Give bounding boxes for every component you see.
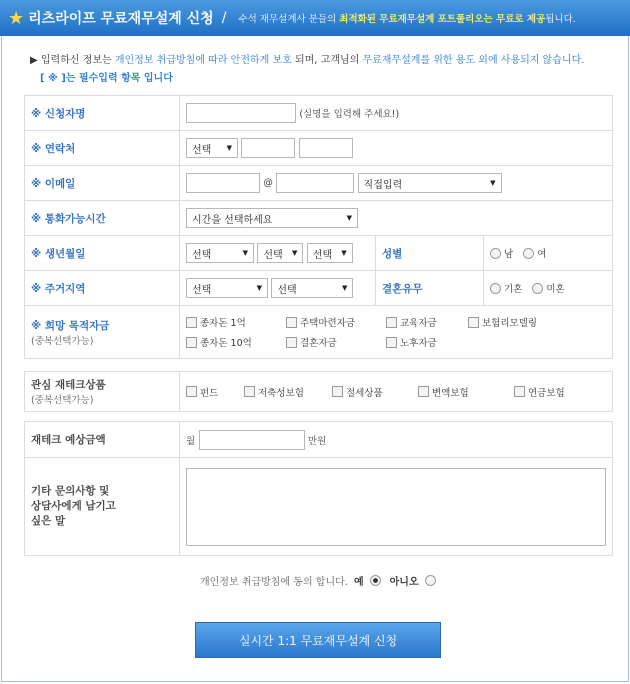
goal-option-label: 종자돈 1억: [200, 318, 246, 329]
single-radio[interactable]: [532, 283, 543, 294]
interest-option-label: 저축성보험: [258, 387, 304, 399]
etc-label-line1: 기타 문의사항 및: [31, 485, 110, 497]
interest-option-label: 연금보험: [528, 387, 565, 399]
agree-yes-radio[interactable]: [370, 575, 381, 586]
goal-option-label: 보험리모델링: [482, 318, 538, 329]
goal-option[interactable]: [286, 335, 386, 349]
birth-day-select[interactable]: [307, 243, 353, 263]
etc-cell: [180, 458, 613, 556]
extra-table: [24, 421, 613, 556]
married-label: 기혼: [504, 284, 523, 295]
goal-label-cell: [25, 306, 180, 359]
interest-label-cell: [25, 372, 180, 412]
agree-no-label: 아니오: [389, 577, 419, 588]
applicant-form: [24, 95, 613, 359]
row-region: [25, 271, 613, 306]
email-cell: [180, 166, 613, 201]
chevron-down-icon: ▼: [226, 144, 232, 152]
amount-label: 재테크 예상금액: [25, 422, 180, 458]
goal-option[interactable]: [186, 335, 286, 349]
row-birth: [25, 236, 613, 271]
phone-cell: [180, 131, 613, 166]
amount-suffix: 만원: [307, 435, 327, 447]
chevron-down-icon: ▼: [242, 249, 248, 257]
row-email: [25, 166, 613, 201]
goal-label: ※ 희망 목적자금: [31, 319, 110, 332]
checkbox[interactable]: [468, 317, 479, 328]
goal-option[interactable]: [286, 315, 386, 329]
checkbox[interactable]: [186, 317, 197, 328]
row-phone: [25, 131, 613, 166]
phone-prefix-select[interactable]: [186, 138, 238, 158]
checkbox[interactable]: [186, 386, 197, 397]
row-time: [25, 201, 613, 236]
privacy-notice: [30, 52, 584, 88]
name-label: ※ 신청자명: [25, 96, 180, 131]
agree-text: 개인정보 취급방침에 동의 합니다.: [200, 577, 348, 588]
amount-input[interactable]: [199, 430, 305, 450]
row-amount: [25, 422, 613, 458]
privacy-agree: [200, 573, 439, 588]
region-city-value: 선택: [192, 284, 212, 296]
gender-cell: [484, 236, 613, 271]
gender-male-radio[interactable]: [490, 248, 501, 259]
single-label: 미혼: [546, 284, 565, 295]
marriage-label: 결혼유무: [376, 271, 484, 306]
interest-option[interactable]: [186, 385, 244, 399]
email-domain-value: 직접입력: [363, 179, 403, 191]
goal-option-label: 종자돈 10억: [200, 338, 252, 349]
gender-male-label: 남: [504, 249, 514, 260]
birth-year-select[interactable]: [186, 243, 254, 263]
page-header: [0, 0, 630, 36]
row-interest: [25, 372, 613, 412]
birth-month-select[interactable]: [257, 243, 303, 263]
goal-option-label: 교육자금: [400, 318, 437, 329]
checkbox[interactable]: [286, 317, 297, 328]
goal-note: (중복선택가능): [31, 335, 94, 347]
phone-mid-input[interactable]: [241, 138, 295, 158]
interest-cell: [180, 372, 613, 412]
interest-table: [24, 371, 613, 412]
chevron-down-icon: ▼: [346, 214, 352, 222]
gender-female-label: 여: [537, 249, 547, 260]
checkbox[interactable]: [332, 386, 343, 397]
time-cell: [180, 201, 613, 236]
birth-month-value: 선택: [263, 249, 283, 261]
region-district-select[interactable]: [271, 278, 353, 298]
goal-option[interactable]: [386, 335, 468, 349]
region-district-value: 선택: [277, 284, 297, 296]
subtitle-post: 됩니다.: [545, 14, 576, 25]
interest-option[interactable]: [332, 385, 418, 399]
agree-no-radio[interactable]: [425, 575, 436, 586]
subtitle-highlight: 최적화된 무료재무설계 포트폴리오는 무료로 제공: [339, 14, 546, 25]
amount-prefix: 월: [186, 435, 196, 447]
etc-label-cell: [25, 458, 180, 556]
goal-option-label: 주택마련자금: [300, 318, 356, 329]
notice-d: 무료재무설계를 위한 용도 외에 사용되지 않습니다.: [362, 55, 585, 66]
region-label: ※ 주거지역: [25, 271, 180, 306]
phone-label: ※ 연락처: [25, 131, 180, 166]
name-hint: (실명을 입력해 주세요!): [299, 109, 400, 120]
marriage-cell: [484, 271, 613, 306]
married-radio[interactable]: [490, 283, 501, 294]
inquiry-textarea[interactable]: [186, 468, 606, 546]
checkbox[interactable]: [418, 386, 429, 397]
checkbox[interactable]: [286, 337, 297, 348]
checkbox[interactable]: [386, 317, 397, 328]
star-icon: ★: [8, 7, 25, 29]
etc-label-line3: 싶은 말: [31, 515, 66, 527]
checkbox[interactable]: [514, 386, 525, 397]
name-cell: [180, 96, 613, 131]
chevron-down-icon: ▼: [341, 249, 347, 257]
etc-label-line2: 상담사에게 남기고: [31, 500, 116, 512]
interest-option-label: 펀드: [200, 387, 219, 399]
name-input[interactable]: [186, 103, 296, 123]
interest-label: 관심 재테크상품: [31, 379, 106, 391]
agree-yes-label: 예: [353, 577, 364, 588]
birth-year-value: 선택: [192, 249, 212, 261]
checkbox[interactable]: [186, 337, 197, 348]
birth-day-value: 선택: [312, 249, 333, 261]
row-etc: [25, 458, 613, 556]
time-label: ※ 통화가능시간: [25, 201, 180, 236]
row-goal: [25, 306, 613, 359]
email-domain-select[interactable]: [358, 173, 502, 193]
call-time-value: 시간을 선택하세요: [192, 214, 273, 226]
interest-note: (중복선택가능): [31, 395, 94, 406]
chevron-down-icon: ▼: [490, 179, 496, 187]
notice-c: 되며, 고객님의: [291, 55, 363, 66]
birth-label: ※ 생년월일: [25, 236, 180, 271]
email-label: ※ 이메일: [25, 166, 180, 201]
phone-prefix-value: 선택: [192, 144, 212, 156]
region-city-select[interactable]: [186, 278, 268, 298]
notice-a: ▶ 입력하신 정보는: [30, 55, 115, 66]
birth-cell: [180, 236, 376, 271]
goal-option[interactable]: [386, 315, 468, 329]
email-domain-input[interactable]: [276, 173, 354, 193]
phone-last-input[interactable]: [299, 138, 353, 158]
goal-option[interactable]: [186, 315, 286, 329]
checkbox[interactable]: [244, 386, 255, 397]
notice-b: 개인정보 취급방침에 따라 안전하게 보호: [114, 55, 292, 66]
call-time-select[interactable]: [186, 208, 358, 228]
row-name: [25, 96, 613, 131]
region-cell: [180, 271, 376, 306]
email-at: @: [263, 177, 273, 189]
interest-option[interactable]: [244, 385, 332, 399]
checkbox[interactable]: [386, 337, 397, 348]
goal-cell: [180, 306, 613, 359]
interest-option[interactable]: [514, 385, 584, 399]
goal-option-label: 결혼자금: [300, 338, 337, 349]
header-subtitle: [238, 11, 575, 25]
goal-option[interactable]: [468, 315, 588, 329]
chevron-down-icon: ▼: [341, 284, 348, 292]
email-id-input[interactable]: [186, 173, 260, 193]
subtitle-pre: 수석 재무설계사 분들의: [238, 14, 340, 25]
interest-option[interactable]: [418, 385, 514, 399]
amount-cell: [180, 422, 613, 458]
title-divider: /: [221, 10, 227, 26]
chevron-down-icon: ▼: [291, 249, 298, 257]
submit-button[interactable]: 실시간 1:1 무료재무설계 신청: [195, 622, 441, 658]
goal-option-label: 노후자금: [400, 338, 437, 349]
required-notice: [ ※ ]는 필수입력 항목 입니다: [40, 73, 173, 84]
gender-female-radio[interactable]: [523, 248, 534, 259]
chevron-down-icon: ▼: [256, 284, 262, 292]
interest-option-label: 절세상품: [346, 387, 383, 399]
page-title: 리츠라이프 무료재무설계 신청: [28, 11, 214, 27]
interest-option-label: 변액보험: [432, 387, 469, 399]
gender-label: 성별: [376, 236, 484, 271]
